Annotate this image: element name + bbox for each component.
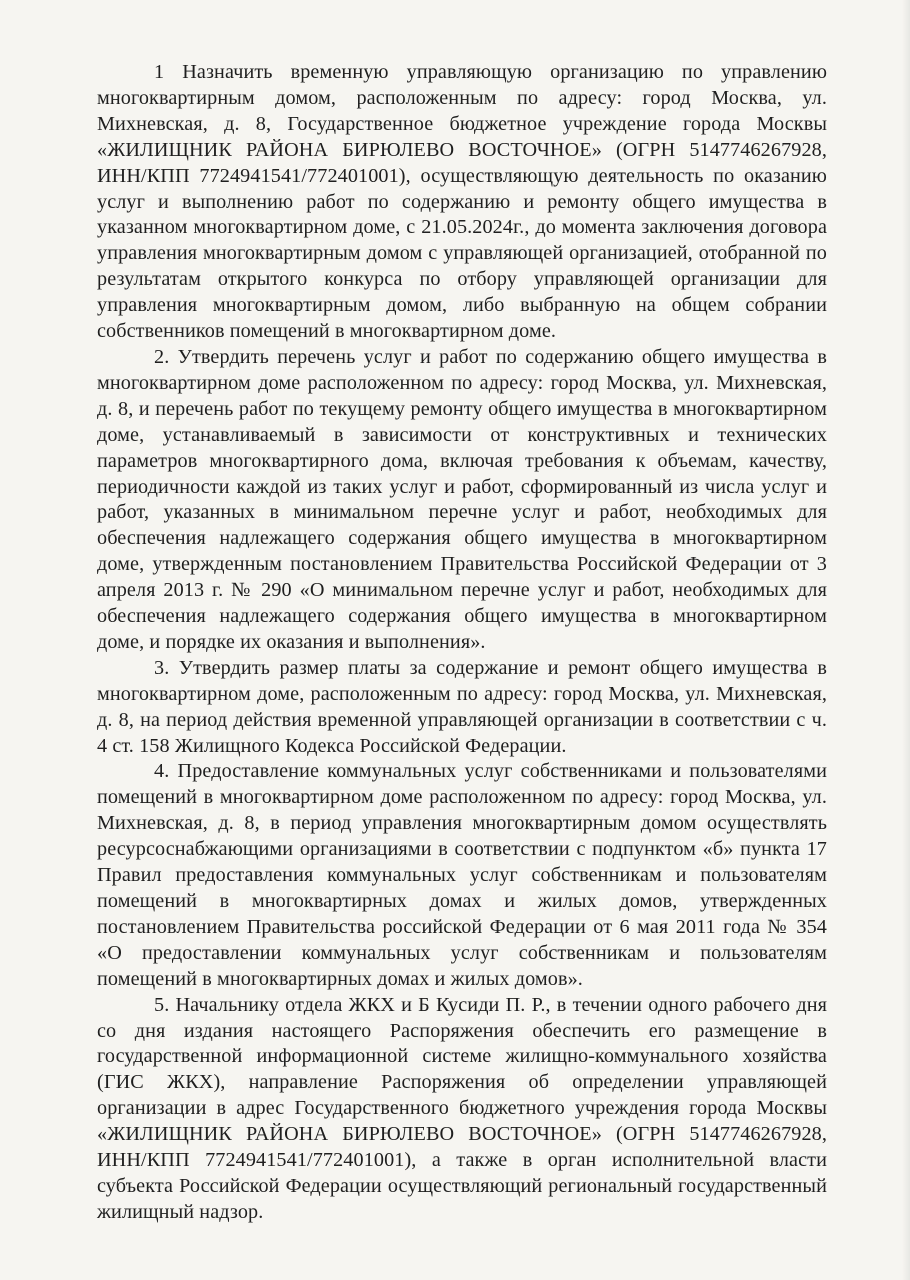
paragraph-1: 1 Назначить временную управляющую организацию по управлению многоквартирным домом, расположенным по адресу: город Москва, ул. Михневская, д. 8, Государственное бюджетное учреждение города Москвы «ЖИЛИЩНИК РАЙОНА БИРЮЛЕВО ВОСТОЧНОЕ» (ОГРН 5147746267928, ИНН/КПП 7724941541/772401001), осуществляющую деятельность по оказанию услуг и выполнению работ по содержанию и ремонту общего имущества в указанном многоквартирном доме, с 21.05.2024г., до момента заключения договора управления многоквартирным домом с управляющей организацией, отобранной по результатам открытого конкурса по отбору управляющей организации для управления многоквартирным домом, либо выбранную на общем собрании собственников помещений в многоквартирном доме. [97,61,827,343]
paragraph-5: 5. Начальнику отдела ЖКХ и Б Кусиди П. Р., в течении одного рабочего дня со дня издания настоящего Распоряжения обеспечить его размещение в государственной информационной системе жилищно-коммунального хозяйства (ГИС ЖКХ), направление Распоряжения об определении управляющей организации в адрес Государственного бюджетного учреждения города Москвы «ЖИЛИЩНИК РАЙОНА БИРЮЛЕВО ВОСТОЧНОЕ» (ОГРН 5147746267928, ИНН/КПП 7724941541/772401001), а также в орган исполнительной власти субъекта Российской Федерации осуществляющий региональный государственный жилищный надзор. [97,993,827,1223]
paragraph-4: 4. Предоставление коммунальных услуг собственниками и пользователями помещений в многоквартирном доме расположенном по адресу: город Москва, ул. Михневская, д. 8, в период управления многоквартирным домом осуществлять ресурсоснабжающими организациями в соответствии с подпунктом «б» пункта 17 Правил предоставления коммунальных услуг собственникам и пользователям помещений в многоквартирных домах и жилых домов, утвержденных постановлением Правительства российской Федерации от 6 мая 2011 года № 354 «О предоставлении коммунальных услуг собственникам и пользователям помещений в многоквартирных домах и жилых домов». [97,760,827,990]
paragraph-2: 2. Утвердить перечень услуг и работ по содержанию общего имущества в многоквартирном доме расположенном по адресу: город Москва, ул. Михневская, д. 8, и перечень работ по текущему ремонту общего имущества в многоквартирном доме, устанавливаемый в зависимости от конструктивных и технических параметров многоквартирного дома, включая требования к объемам, качеству, периодичности каждой из таких услуг и работ, сформированный из числа услуг и работ, указанных в минимальном перечне услуг и работ, необходимых для обеспечения надлежащего содержания общего имущества в многоквартирном доме, утвержденным постановлением Правительства Российской Федерации от 3 апреля 2013 г. № 290 «О минимальном перечне услуг и работ, необходимых для обеспечения надлежащего содержания общего имущества в многоквартирном доме, и порядке их оказания и выполнения». [97,345,827,653]
document-body [97,60,827,1226]
paragraph-3: 3. Утвердить размер платы за содержание и ремонт общего имущества в многоквартирном доме, расположенным по адресу: город Москва, ул. Михневская, д. 8, на период действия временной управляющей организации в соответствии с ч. 4 ст. 158 Жилищного Кодекса Российской Федерации. [97,656,827,757]
